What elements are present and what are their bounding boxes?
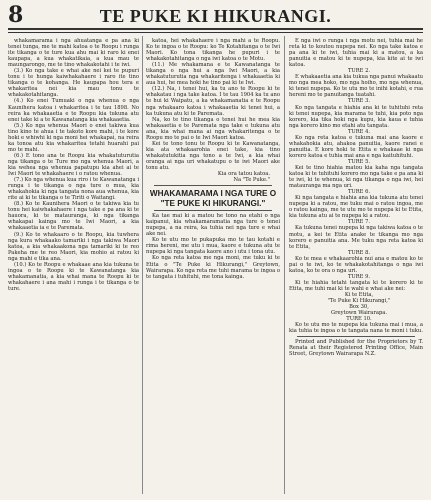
printer-imprint: Printed and Published for the Proprietors by T. Renata at their Registered Printing Office, Main Street, Greytown Wairarapa N.Z. [289,339,423,358]
paragraph: (9.) Ko te whakaaro o te Roopu, kia tuwhera nga kura whakaako tamariki i nga takiwa Maori katoa, a kia whakaakona nga tamariki ki te reo Pakeha me te reo Maori, kia mohio ai ratou ki nga mahi e tika ana. [8,231,139,262]
imprint-rule [297,336,415,337]
section-heading: WHAKAMARAMA I NGA TURE O "TE PUKE KI HIKURANGI." [149,189,277,208]
paragraph: (11.) Me whakamana e te Kawanatanga te tikanga o nga hui a nga Iwi Maori, a kia whakatuturutia nga whakaritenga i whakaaetia ki aua hui, he mea hoki he tino pai ki te Iwi. [146,62,280,87]
rule-heading: TURE 6. [347,189,371,196]
paragraph: Kei te tono tonu te Roopu ki te Kawanatanga, kia ata whakaarohia enei take, kia tino whakatutukitia nga tono a te Iwi, a kia whai oranga ai nga uri whakatupu o te iwi Maori ake tonu atu. [146,140,280,171]
column-3 [289,38,423,494]
paragraph: Ko nga reta katoa me nga moni, me tuku ki te Etita o "Te Puke ki Hikurangi," Greytown, Wairarapa. Ko nga reta me tuhi marama te ingoa o te tangata i tuhituhi, me tona kainga. [146,255,280,280]
paragraph: Na, ko te tino tikanga o tenei hui he mea kia whakaaetia e te Paremata nga take e tukuna atu ana, kia whai mana ai nga whakaritenga o te Roopu mo te pai o te Iwi Maori katoa. [146,116,280,141]
rule-heading: TURE 8. [347,249,371,256]
paragraph: Ko te utu mo te nupepa kia tukuna mai i mua, a kia tuhia te ingoa o te tangata nana te moni i tuku. [289,322,423,335]
address-line: "Te Puke Ki Hikurangi," [327,298,391,305]
column-divider [284,36,285,494]
address-line: Box 30, [349,304,369,311]
paragraph: E whakaaetia ana kia tukua nga panui whakaatu mo nga mea hoko, mo nga hoiho, mo nga whenua, ki tenei nupepa. Ko te utu mo te inihi kotahi, e rua hereni mo te panuitanga tuatahi. [289,74,423,99]
column-1 [8,38,139,494]
rule-heading: TURE 10. [346,316,372,323]
signature: Na "Te Puke." [233,177,270,184]
paragraph: Ka tae mai ki a matou he tono na etahi o nga kaipanui, kia whakamaramatia nga ture o tenei nupepa, a na reira, ka tuhia nei nga ture e whai ake nei. [146,213,280,238]
address-line: Greytown Wairarapa. [330,310,388,317]
rule-heading: TURE 4. [347,128,371,135]
paragraph: (3.) Ko nga take e whai ake nei kei te pupuri tonu i te hunga kaiwhakahaere i raro ite tino tikanga o te kohanga. He kaupapa hou tera e whakaritea nei kia mau tonu te whakakotahitanga. [8,68,139,99]
header-rule [8,28,423,30]
paragraph: E nga iwi o runga i nga motu nei, tuhia mai he reta ki to koutou nupepa nei. Ko nga take katoa e pa ana ki te iwi, tuhia mai ki a matou, a ka panuitia e matou ki te nupepa, kia kite ai te iwi katoa. [289,38,423,69]
rule-heading: TURE 3. [347,98,371,105]
paragraph: whakamarama i nga ahuatanga e pa ana ki tenei tunga, me te mahi katoa o te Roopu i runga ite tikanga o te ture kua ahu mai ki raro ki enei kaupapa, a kua whakatikaia, a kua mau te maungarongo, me te tino whakakotahi i te iwi. [8,38,139,69]
paragraph: (7.) Ko nga whenua kua riro i te Kawanatanga i runga i te tikanga o nga ture o mua, kia whakahokia ki nga tangata nona aua whenua, kia rite ai ki te tikanga o te Tiriti o Waitangi. [8,177,139,202]
rule-heading: TURE 2. [347,68,371,75]
rule-heading: TURE 9. [347,273,371,280]
paragraph: (8.) Ko te Kaunihera Maori o te takiwa kia tu tonu hei kaiwhakahaere i nga take e pa ana ki te hauora, ki te matauranga, ki nga tikanga whakapai kainga mo te Iwi Maori, a kia whakaaetia ia e te Paremata. [8,201,139,232]
section-rule [154,185,272,186]
paragraph: Ko nga tangata e hiahia ana ki te tuhituhi reta ki tenei nupepa, kia marama te tuhi, kia poto nga korero, kia tika hoki nga kupu, kia kaua e tuhia nga korero kino mo etahi atu tangata. [289,104,423,129]
paragraph: (6.) E tono ana te Roopu kia whakatuturutia nga tikanga o te Ture mo nga whenua Maori, a kia wehea nga whenua papatupu kia ahei ai te Iwi Maori te whakahaere i o ratou whenua. [8,152,139,178]
column-divider [142,36,143,494]
header-rule-thin [8,32,423,33]
rule-heading: TURE 7. [347,219,371,226]
section-rule [154,210,272,211]
closing-line: Kia ora tatou katoa. [217,171,270,178]
column-2 [146,38,280,494]
paragraph: Kei te tino hiahia matou kia kaha nga tangata katoa ki te tuhituhi korero mo nga take e pa ana ki te iwi, ki te whenua, ki nga tikanga o nga iwi, hei matauranga ma nga uri. [289,164,423,190]
page-number: 8 [8,2,24,28]
paragraph: Ki nga tangata e hiahia ana kia tukuna atu tenei nupepa ki a ratou, me tuku mai o ratou ingoa, me o ratou kainga, me te utu mo te nupepa ki te Etita, kia tukuna atu ai te nupepa ki a ratou. [289,195,423,220]
paragraph: (10.) Ko te Roopu e whakaae ana kia tukuna te ingoa o te Roopu ki te Kawanatanga kia whakamanatia, a kia whai mana te Roopu ki te whakahaere i ana mahi i runga i te tikanga o te ture. [8,261,139,292]
masthead-title: TE PUKE KI HIKURANGI. [99,6,332,26]
rule-heading: TURE 5. [347,158,371,165]
address-line: Ki te Etita, [344,291,374,298]
paragraph: Ki te hiahia tetahi tangata ki te korero ki te Etita, me tuhi mai ki te wahi e whai ake nei: [289,279,423,292]
paragraph: Ko te mea e whakaarohia nui ana e matou ko te pai o te iwi, ko te whakakotahitanga o nga iwi katoa, ko te ora o nga uri. [289,255,423,274]
paragraph: (12.) Na, i tenei hui, ka tu ano te Roopu ki te whakatau i nga take katoa. I te tau 1904 ka tu ano te hui ki Waipatu, a ka whakamanatia e te Roopu nga whakaaro katoa i whakaaetia ki tenei hui, a ka tukuna atu ki te Paremata. [146,86,280,117]
paragraph: (5.) Ko nga whenua Maori o enei takiwa kua tino kino te ahua i te takoto kore mahi, i te kore hoki e whiwhi ki nga moni hei whakapai, na reira ka tonoa atu kia whakaritea tetahi huarahi pai mo te mahi. [8,122,139,153]
paragraph: katoa, hei whakahaere i nga mahi a te Roopu. Ko te ingoa o te Roopu: ko Te Kotahitanga o te Iwi Maori. Ko tona tikanga he pupuri i te whakakotahitanga o nga iwi katoa o te Motu. [146,38,280,63]
paragraph: (4.) Ko enei Tumuaki o nga whenua o nga Kaunihera katoa i whakaritea i te tau 1898. No reira ka whakaaetia e te Roopu kia tukuna atu enei take ki a te Kawanatanga kia whakaaetia. [8,98,139,123]
paragraph: Ko te utu mo te pukapuka mo te tau kotahi e rima hereni, me utu i mua, kaore e tukuna atu te nupepa ki nga tangata kaore ano i utu i tona utu. [146,237,280,256]
paragraph: Ko nga reta katoa e tukuna mai ana kaore e whakahokia atu, ahakoa panuitia, kaore ranei e panuitia. E kore hoki te Etita e whakaae ki nga korero katoa e tuhia mai ana e nga kaituhituhi. [289,134,423,159]
paragraph: Ka tukuna tenei nupepa ki nga takiwa katoa o te motu, a kei te Etita anake te tikanga mo nga korero e panuitia ana. Me tuku nga reta katoa ki te Etita, [289,225,423,250]
